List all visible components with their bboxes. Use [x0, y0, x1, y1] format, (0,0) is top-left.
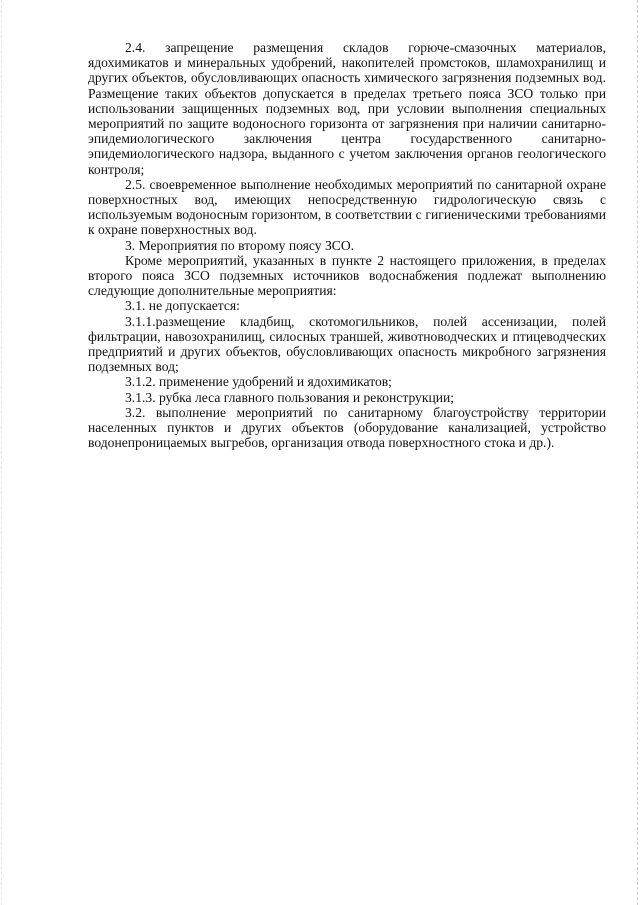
- paragraph-3-intro: Кроме мероприятий, указанных в пункте 2 настоящего приложения, в пределах второго пояса ЗСО подземных источников водоснабжения подлежат выполнению следующие дополнительные мероприятия:: [88, 252, 606, 299]
- paragraph-2-5: 2.5. своевременное выполнение необходимых мероприятий по санитарной охране поверхностных вод, имеющих непосредственную гидрологическую связь с используемым водоносным горизонтом, в соответствии с гигиеническими требованиями к охране поверхностных вод.: [88, 176, 606, 238]
- section-heading-3: 3. Мероприятия по второму поясу ЗСО.: [125, 237, 355, 253]
- page-edge-left: [1, 0, 2, 905]
- paragraph-3-1-1: 3.1.1.размещение кладбищ, скотомогильников, полей ассенизации, полей фильтрации, навозохранилищ, силосных траншей, животноводческих и птицеводческих предприятий и других объектов, обусловливающих опасность микробного загрязнения подземных вод;: [88, 313, 606, 375]
- page-edge-right: [637, 0, 638, 905]
- paragraph-3-2: 3.2. выполнение мероприятий по санитарному благоустройству территории населенных пунктов и других объектов (оборудование канализацией, устройство водонепроницаемых выгребов, организация отвода поверхностного стока и др.).: [88, 404, 606, 451]
- paragraph-3-1-2: 3.1.2. применение удобрений и ядохимикатов;: [125, 374, 392, 390]
- paragraph-3-1: 3.1. не допускается:: [125, 298, 240, 314]
- document-page: [88, 40, 606, 450]
- paragraph-3-1-3: 3.1.3. рубка леса главного пользования и реконструкции;: [125, 389, 455, 405]
- paragraph-2-4: 2.4. запрещение размещения складов горюче-смазочных материалов, ядохимикатов и минеральных удобрений, накопителей промстоков, шламохранилищ и других объектов, обусловливающих опасность химического загрязнения подземных вод. Размещение таких объектов допускается в пределах третьего пояса ЗСО только при использовании защищенных подземных вод, при условии выполнения специальных мероприятий по защите водоносного горизонта от загрязнения при наличии санитарно-эпидемиологического заключения центра государственного санитарно-эпидемиологического надзора, выданного с учетом заключения органов геологического контроля;: [88, 40, 606, 177]
